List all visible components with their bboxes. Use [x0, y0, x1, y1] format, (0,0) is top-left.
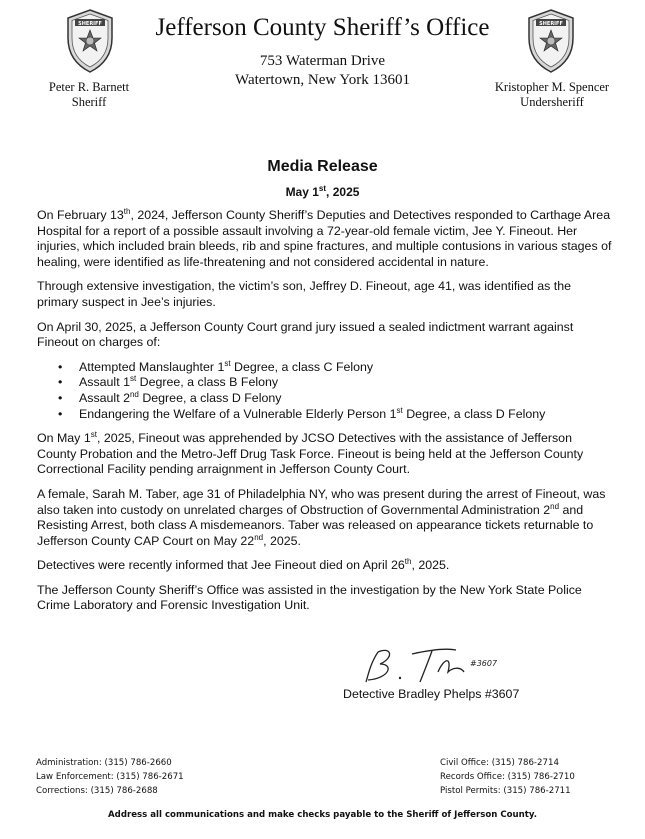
release-title: Media Release [267, 158, 378, 175]
paragraph-assistance: The Jefferson County Sheriff’s Office was assisted in the investigation by the New York State Police Crime Laboratory and Forensic Investigation Unit. [37, 582, 582, 613]
contact-civil-office: Civil Office: (315) 786-2714 [440, 758, 559, 768]
contact-administration: Administration: (315) 786-2660 [36, 758, 172, 768]
undersheriff-name: Kristopher M. Spencer [494, 80, 610, 94]
bullet-icon: • [58, 406, 63, 421]
sheriff-badge-right [525, 8, 577, 74]
undersheriff-title: Undersheriff [520, 95, 584, 109]
release-body [37, 208, 612, 623]
contact-pistol-permits: Pistol Permits: (315) 786-2711 [440, 785, 571, 796]
address-line-1: 753 Waterman Drive [259, 53, 386, 69]
org-title: Jefferson County Sheriff’s Office [155, 14, 490, 41]
charge-item: • Endangering the Welfare of a Vulnerable Elderly Person 1st Degree, a class D Felony [58, 405, 546, 421]
paragraph-death: Detectives were recently informed that Jee Fineout died on April 26th, 2025. [37, 557, 450, 573]
contacts-left [36, 757, 184, 798]
paragraph-indictment: On April 30, 2025, a Jefferson County Court grand jury issued a sealed indictment warrant against Fineout on charges of: [37, 319, 574, 350]
sheriff-block [34, 80, 144, 110]
paragraph-arrest: On May 1st, 2025, Fineout was apprehended by JCSO Detectives with the assistance of Jefferson County Probation and the Metro-Jeff Drug Task Force. Fineout is being held at the Jefferson County Correctional Facility pending arraignment in Jefferson County Court. [37, 430, 584, 477]
bullet-icon: • [58, 359, 63, 374]
paragraph-second-arrest: A female, Sarah M. Taber, age 31 of Philadelphia NY, who was present during the arrest of Fineout, was also taken into custody on unrelated charges of Obstruction of Governmental Administration 2nd and Resisting Arrest, both class A misdemeanors. Taber was released on appearance tickets returnable to Jefferson County CAP Court on May 22nd, 2025. [37, 486, 606, 548]
paragraph-incident: On February 13th, 2024, Jefferson County Sheriff’s Deputies and Detectives responded to Carthage Area Hospital for a report of a possible assault involving a 72-year-old female victim, Jee Y. Fineout. Her injuries, which included brain bleeds, rib and spine fractures, and multiple contusions in various stages of healing, were identified as life-threatening and not considered accidental in nature. [37, 206, 612, 269]
charge-item: • Assault 1st Degree, a class B Felony [58, 374, 279, 390]
signer-name: Detective Bradley Phelps #3607 [343, 687, 520, 701]
signature-image [360, 642, 510, 688]
org-address [150, 52, 495, 90]
sheriff-name: Peter R. Barnett [48, 80, 130, 94]
charges-list [37, 360, 612, 422]
footer-note: Address all communications and make checks payable to the Sheriff of Jefferson County. [108, 810, 537, 820]
address-line-2: Watertown, New York 13601 [234, 72, 411, 88]
contacts-right [440, 757, 575, 798]
sheriff-badge-left [64, 8, 116, 74]
bullet-icon: • [58, 390, 63, 405]
contact-law-enforcement: Law Enforcement: (315) 786-2671 [36, 771, 184, 782]
svg-text:#3607: #3607 [470, 659, 498, 668]
contact-records-office: Records Office: (315) 786-2710 [440, 771, 575, 782]
release-date: May 1st, 2025 [285, 184, 360, 199]
sheriff-title: Sheriff [71, 95, 107, 109]
paragraph-suspect: Through extensive investigation, the victim’s son, Jeffrey D. Fineout, age 41, was identified as the primary suspect in Jee’s injuries. [37, 279, 572, 309]
charge-item: • Assault 2nd Degree, a class D Felony [58, 389, 282, 405]
svg-text:SHERIFF: SHERIFF [539, 20, 563, 27]
undersheriff-block [482, 80, 622, 110]
charge-item: • Attempted Manslaughter 1st Degree, a class C Felony [58, 358, 374, 374]
contact-corrections: Corrections: (315) 786-2688 [36, 785, 158, 796]
bullet-icon: • [58, 375, 63, 390]
svg-text:SHERIFF: SHERIFF [78, 20, 102, 27]
